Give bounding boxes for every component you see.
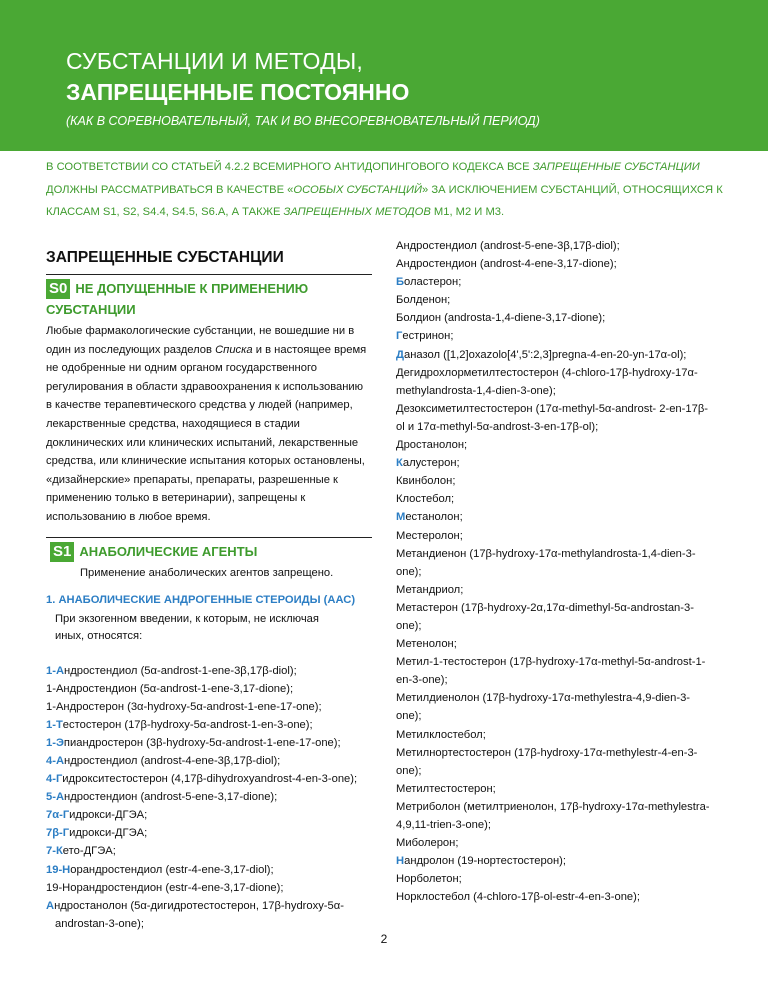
list-item (396, 291, 726, 309)
list-item-text: Метилтестостерон; (396, 782, 496, 795)
list-item-initial: Б (396, 276, 405, 289)
s0-text-emphasis: Списка (215, 343, 253, 356)
list-item (396, 599, 726, 617)
list-item (396, 870, 726, 888)
list-item (46, 680, 372, 698)
list-item-text: one); (396, 565, 422, 578)
list-item-text: ето-ДГЭА; (62, 845, 116, 858)
list-item (396, 436, 726, 454)
list-item (396, 273, 726, 291)
list-item (396, 780, 726, 798)
list-item (46, 806, 372, 824)
list-item-text: пиандростерон (3β-hydroxy-5α-androst-1-ene-17-one); (63, 736, 341, 749)
list-item-text: ндростанолон (5α-дигидротестостерон, 17β-hydroxy-5α- (54, 899, 344, 912)
list-item-text: Миболерон; (396, 837, 459, 850)
list-item (396, 237, 726, 255)
list-item-text: Квинболон; (396, 475, 456, 488)
list-item-text: methylandrosta-1,4-dien-3-one); (396, 384, 556, 397)
list-item-text: аназол ([1,2]oxazolo[4',5':2,3]pregna-4-en-20-yn-17α-ol); (403, 348, 687, 361)
list-item-text: Метилклостебол; (396, 728, 486, 741)
list-item-text: Метил-1-тестостерон (17β-hydroxy-17α-methyl-5α-androst-1- (396, 656, 706, 669)
list-item-initial: 5-А (46, 791, 65, 804)
list-item-initial: 19-Н (46, 863, 71, 876)
intro-text-b: ДОЛЖНЫ РАССМАТРИВАТЬСЯ В КАЧЕСТВЕ « (46, 183, 294, 196)
aac-heading: 1. АНАБОЛИЧЕСКИЕ АНДРОГЕННЫЕ СТЕРОИДЫ (ААС) (46, 593, 356, 606)
list-item (396, 671, 726, 689)
list-item-text: андролон (19-нортестостерон); (404, 855, 566, 868)
list-item (46, 915, 372, 933)
list-item-initial: А (46, 899, 55, 912)
page-title-line1: СУБСТАНЦИИ И МЕТОДЫ, (66, 48, 363, 74)
list-item-text: Болдион (androsta-1,4-diene-3,17-dione); (396, 312, 606, 325)
aac-description: При экзогенном введении, к которым, не исключая иных, относятся: (55, 612, 319, 643)
list-item-initial: Н (396, 855, 405, 868)
list-item (46, 879, 372, 897)
list-item-text: естринон; (402, 330, 454, 343)
s0-description (46, 322, 368, 527)
s1-subtitle: Применение анаболических агентов запрещено. (80, 566, 334, 579)
list-item-text: en-3-one); (396, 674, 448, 687)
list-item-text: one); (396, 764, 422, 777)
list-item-text: one); (396, 619, 422, 632)
list-item-text: Дростанолон; (396, 439, 468, 452)
list-item-initial: 1-Т (46, 718, 63, 731)
list-item-text: Дезоксиметилтестостерон (17α-methyl-5α-androst- 2-en-17β- (396, 402, 708, 415)
list-item (396, 472, 726, 490)
list-item (396, 816, 726, 834)
list-item (396, 527, 726, 545)
list-item-text: естостерон (17β-hydroxy-5α-androst-1-en-3-one); (62, 718, 313, 731)
list-item (396, 364, 726, 382)
list-item (396, 617, 726, 635)
list-item (396, 545, 726, 563)
list-item (396, 563, 726, 581)
s1-title: АНАБОЛИЧЕСКИЕ АГЕНТЫ (79, 544, 258, 560)
list-item-text: Норболетон; (396, 873, 462, 886)
list-item (46, 734, 372, 752)
s1-header (46, 537, 372, 562)
s0-badge: S0 (46, 279, 70, 299)
list-item-initial: 7β-Г (46, 827, 70, 840)
list-item-text: Клостебол; (396, 493, 455, 506)
s0-text-b: и в настоящее время не одобренные ни одним органом государственного регулирования в области здравоохранения к использованию в качестве терапевтического средства у людей (например, лекарственные средства, находящиеся в стадии доклинических или клинических испытаний, лекарственные средства, или клинические испытания которых остановлены, «дизайнерские» препараты, препараты, разрешенные к применению только в ветеринарии), запрещены к использованию в любое время. (46, 343, 367, 523)
list-item (46, 770, 372, 788)
list-item (396, 508, 726, 526)
list-item-text: ндростендион (androst-5-ene-3,17-dione); (64, 791, 278, 804)
list-item (396, 744, 726, 762)
list-item-text: ндростендиол (androst-4-ene-3β,17β-diol); (64, 755, 281, 767)
intro-emphasis-3: ЗАПРЕЩЕННЫХ МЕТОДОВ (283, 206, 431, 218)
s0-title: НЕ ДОПУЩЕННЫЕ К ПРИМЕНЕНИЮ (75, 281, 309, 296)
list-item (46, 662, 372, 680)
list-item (396, 309, 726, 327)
list-item-text: естанолон; (405, 511, 463, 524)
s0-header (46, 279, 372, 299)
list-item-text: Метилнортестостерон (17β-hydroxy-17α-methylestr-4-en-3- (396, 746, 698, 759)
list-item (396, 327, 726, 345)
list-item (396, 653, 726, 671)
list-item (396, 454, 726, 472)
list-item-initial: 7α-Г (46, 809, 70, 822)
list-item (46, 861, 372, 879)
page-subtitle: (КАК В СОРЕВНОВАТЕЛЬНЫЙ, ТАК И ВО ВНЕСОРЕВНОВАТЕЛЬНЫЙ ПЕРИОД) (66, 114, 540, 128)
list-item-text: идрокси-ДГЭА; (69, 827, 148, 840)
list-item (396, 418, 726, 436)
list-item-text: Метенолон; (396, 638, 457, 651)
list-item (46, 716, 372, 734)
list-item-text: Метастерон (17β-hydroxy-2α,17α-dimethyl-5α-androstan-3- (396, 601, 694, 614)
list-item-initial: 1-Э (46, 736, 64, 749)
list-item (46, 698, 372, 716)
list-item (396, 762, 726, 780)
section-heading: ЗАПРЕЩЕННЫЕ СУБСТАНЦИИ (46, 247, 372, 275)
intro-emphasis-1: ЗАПРЕЩЕННЫЕ СУБСТАНЦИИ (532, 161, 700, 173)
list-item-text: Метандриол; (396, 583, 464, 596)
intro-text-d: M1, M2 И M3. (430, 206, 505, 218)
intro-text-a: В СООТВЕТСТВИИ СО СТАТЬЕЙ 4.2.2 ВСЕМИРНОГО АНТИДОПИНГОВОГО КОДЕКСА ВСЕ (46, 161, 533, 173)
intro-emphasis-2: ОСОБЫХ СУБСТАНЦИЙ (293, 183, 423, 196)
list-item (46, 752, 372, 770)
list-item-initial: 4-А (46, 755, 65, 767)
list-item-text: 1-Андростендион (5α-androst-1-ene-3,17-dione); (46, 682, 294, 695)
list-item (46, 824, 372, 842)
list-item-text: ндростендиол (5α-androst-1-ene-3β,17β-diol); (64, 664, 297, 677)
list-item-text: one); (396, 710, 422, 723)
list-item-text: Норклостебол (4-chloro-17β-ol-estr-4-en-3-one); (396, 891, 640, 904)
list-item-text: орандростендиол (estr-4-ene-3,17-diol); (70, 863, 274, 876)
list-item (46, 897, 372, 915)
list-item (396, 255, 726, 273)
list-item (396, 888, 726, 906)
list-item-text: Метриболон (метилтриенолон, 17β-hydroxy-17α-methylestra- (396, 800, 710, 813)
s0-text-a: Любые фармакологические субстанции, не вошедшие ни в один из последующих разделов (46, 325, 355, 356)
list-item (396, 581, 726, 599)
list-item-initial: 4-Г (46, 773, 63, 786)
s0-title-line2: СУБСТАНЦИИ (46, 302, 136, 317)
list-item (396, 635, 726, 653)
list-item (396, 490, 726, 508)
list-item (46, 788, 372, 806)
right-substance-list (396, 237, 726, 906)
list-item-text: Метандиенон (17β-hydroxy-17α-methylandrosta-1,4-dien-3- (396, 547, 696, 560)
list-item-text: 4,9,11-trien-3-one); (396, 819, 491, 831)
list-item (396, 852, 726, 870)
list-item (396, 798, 726, 816)
list-item-text: ol и 17α-methyl-5α-androst-3-en-17β-ol); (396, 420, 599, 433)
list-item-text: Дегидрохлорметилтестостерон (4-chloro-17β-hydroxy-17α- (396, 366, 698, 379)
list-item-text: идрокситестостерон (4,17β-dihydroxyandrost-4-en-3-one); (62, 773, 358, 786)
list-item-text: androstan-3-one); (55, 917, 144, 930)
list-item (396, 382, 726, 400)
list-item-text: Метилдиенолон (17β-hydroxy-17α-methylestra-4,9-dien-3- (396, 692, 691, 705)
list-item (396, 834, 726, 852)
list-item-text: 1-Андростерон (3α-hydroxy-5α-androst-1-ene-17-one); (46, 700, 322, 713)
list-item (396, 689, 726, 707)
list-item-text: Андростендиол (androst-5-ene-3β,17β-diol); (396, 240, 620, 252)
list-item (396, 707, 726, 725)
list-item-initial: К (396, 457, 403, 470)
list-item-text: алустерон; (402, 457, 460, 470)
list-item-text: Болденон; (396, 294, 451, 307)
list-item-initial: 1-А (46, 664, 65, 677)
left-substance-list (46, 662, 372, 933)
list-item-text: Местеролон; (396, 529, 463, 542)
list-item (46, 842, 372, 860)
list-item-text: 19-Норандростендион (estr-4-ene-3,17-dione); (46, 881, 284, 894)
list-item-initial: 7-К (46, 845, 63, 858)
list-item-initial: Г (396, 330, 403, 343)
page-number: 2 (380, 932, 388, 946)
left-column (46, 247, 372, 933)
right-column (396, 237, 726, 906)
intro-text-c: » ЗА ИСКЛЮЧЕНИЕМ СУБСТАНЦИЙ, ОТНОСЯЩИХСЯ К КЛАССАМ S1, S2, S4.4, S4.5, S6.A, А ТАКЖЕ (46, 183, 723, 218)
header-banner (0, 0, 768, 151)
list-item-text: идрокси-ДГЭА; (69, 809, 148, 822)
list-item (396, 346, 726, 364)
s1-badge: S1 (50, 542, 74, 562)
list-item (396, 400, 726, 418)
list-item-initial: М (396, 511, 406, 524)
list-item-text: Андростендион (androst-4-ene-3,17-dione); (396, 258, 617, 271)
page-title-line2: ЗАПРЕЩЕННЫЕ ПОСТОЯННО (66, 79, 410, 105)
intro-paragraph (46, 156, 736, 224)
list-item-initial: Д (396, 348, 404, 361)
list-item-text: оластерон; (404, 276, 462, 289)
list-item (396, 726, 726, 744)
